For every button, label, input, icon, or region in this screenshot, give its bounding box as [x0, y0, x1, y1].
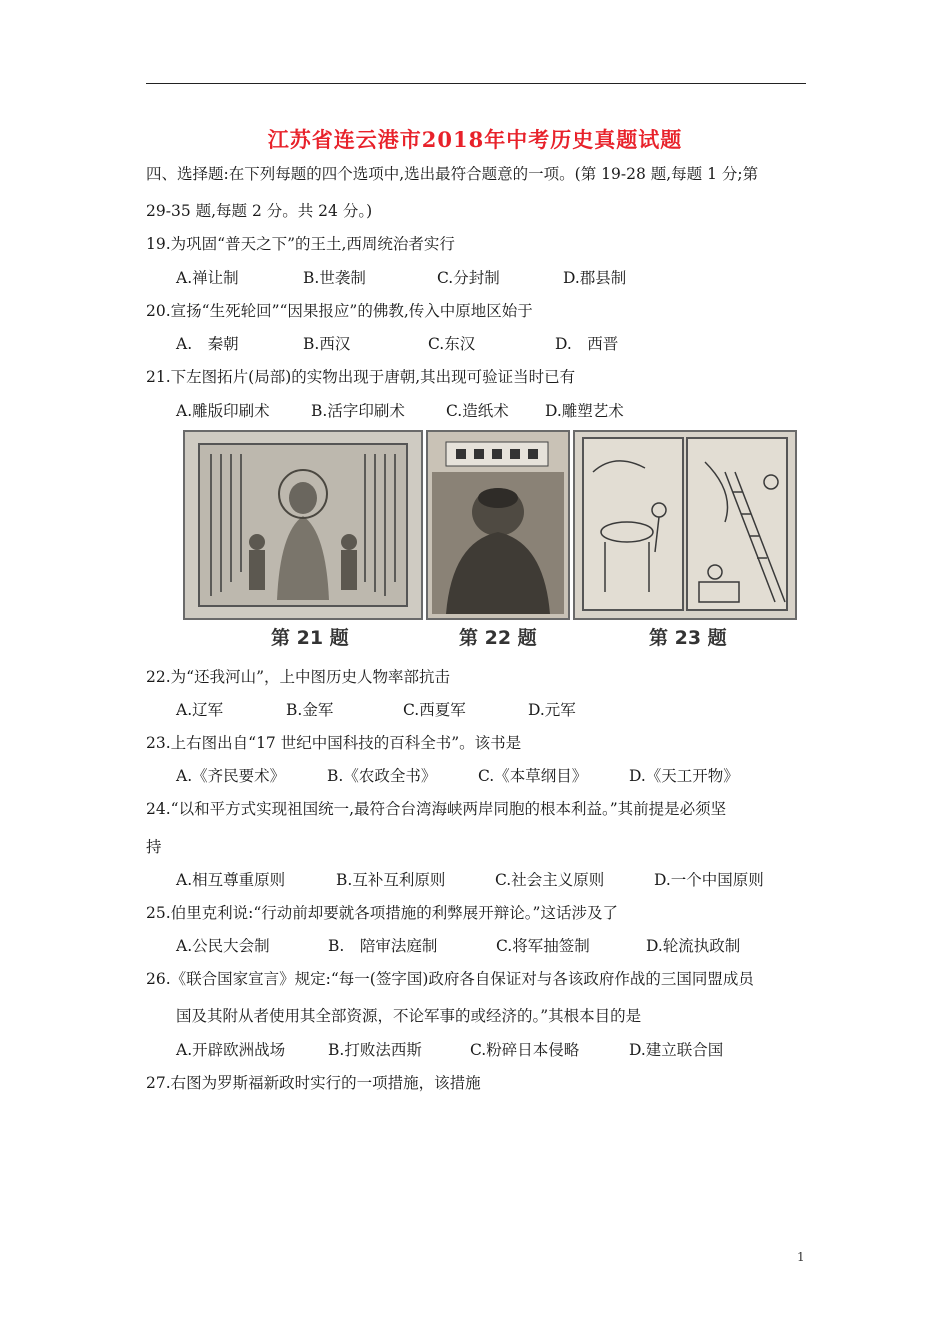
page-number: 1 [797, 1250, 805, 1264]
section-instructions-line1: 四、选择题:在下列每题的四个选项中,选出最符合题意的一项。(第 19-28 题,每题 1 分;第 [146, 165, 759, 183]
question-25-option-a: A.公民大会制 [176, 937, 270, 955]
question-25-option-b: B. 陪审法庭制 [328, 937, 438, 955]
question-20-option-d: D. 西晋 [555, 335, 619, 353]
question-26-option-d: D.建立联合国 [629, 1041, 724, 1059]
question-21-option-b: B.活字印刷术 [311, 402, 405, 420]
question-23-option-b: B.《农政全书》 [327, 767, 437, 785]
figure-panel-q23-illustration [573, 430, 797, 620]
question-19-stem: 19.为巩固“普天之下”的王土,西周统治者实行 [146, 235, 455, 253]
question-21-option-a: A.雕版印刷术 [176, 402, 270, 420]
tiangong-kaiwu-illustration-image [575, 432, 795, 618]
figure-caption-q21: 第 21 题 [271, 627, 349, 649]
question-26-option-b: B.打败法西斯 [328, 1041, 422, 1059]
question-21-stem: 21.下左图拓片(局部)的实物出现于唐朝,其出现可验证当时已有 [146, 368, 576, 386]
question-19-option-c: C.分封制 [437, 269, 500, 287]
header-rule [146, 83, 806, 84]
question-20-option-b: B.西汉 [303, 335, 351, 353]
question-26-option-c: C.粉碎日本侵略 [470, 1041, 580, 1059]
question-24-option-b: B.互补互利原则 [336, 871, 446, 889]
question-25-option-c: C.将军抽签制 [496, 937, 590, 955]
section-instructions-line2: 29-35 题,每题 2 分。共 24 分。) [146, 202, 373, 220]
question-23-option-c: C.《本草纲目》 [478, 767, 588, 785]
buddhist-scripture-print-image [185, 432, 421, 618]
question-23-option-d: D.《天工开物》 [629, 767, 739, 785]
figure-caption-q23: 第 23 题 [649, 627, 727, 649]
question-26-stem-continued: 国及其附从者使用其全部资源，不论军事的或经济的。”其根本目的是 [176, 1007, 642, 1025]
question-21-option-c: C.造纸术 [446, 402, 509, 420]
question-19-option-b: B.世袭制 [303, 269, 366, 287]
question-22-option-a: A.辽军 [176, 701, 224, 719]
question-22-option-c: C.西夏军 [403, 701, 466, 719]
question-26-option-a: A.开辟欧洲战场 [176, 1041, 286, 1059]
figure-question-images [183, 430, 797, 648]
question-24-option-c: C.社会主义原则 [495, 871, 605, 889]
figure-panel-q21-rubbing [183, 430, 423, 620]
question-24-stem: 24.“以和平方式实现祖国统一,最符合台湾海峡两岸同胞的根本利益。”其前提是必须坚 [146, 800, 727, 818]
figure-panel-q22-portrait [426, 430, 570, 620]
question-20-option-c: C.东汉 [428, 335, 476, 353]
question-19-option-d: D.郡县制 [563, 269, 627, 287]
question-24-option-a: A.相互尊重原则 [176, 871, 286, 889]
question-27-stem: 27.右图为罗斯福新政时实行的一项措施，该措施 [146, 1074, 481, 1092]
question-20-stem: 20.宣扬“生死轮回”“因果报应”的佛教,传入中原地区始于 [146, 302, 533, 320]
question-26-stem: 26.《联合国家宣言》规定:“每一(签字国)政府各自保证对与各该政府作战的三国同盟成员 [146, 970, 754, 988]
question-22-option-b: B.金军 [286, 701, 334, 719]
question-23-option-a: A.《齐民要术》 [176, 767, 286, 785]
historical-figure-portrait-image [428, 432, 568, 618]
question-22-option-d: D.元军 [528, 701, 576, 719]
question-21-option-d: D.雕塑艺术 [545, 402, 624, 420]
question-23-stem: 23.上右图出自“17 世纪中国科技的百科全书”。该书是 [146, 734, 522, 752]
question-20-option-a: A. 秦朝 [176, 335, 239, 353]
question-24-stem-continued: 持 [146, 838, 162, 856]
figure-caption-q22: 第 22 题 [459, 627, 537, 649]
question-25-stem: 25.伯里克利说:“行动前却要就各项措施的利弊展开辩论。”这话涉及了 [146, 904, 618, 922]
page-title: 江苏省连云港市2018年中考历史真题试题 [267, 127, 683, 152]
question-22-stem: 22.为“还我河山”，上中图历史人物率部抗击 [146, 668, 450, 686]
question-25-option-d: D.轮流执政制 [646, 937, 741, 955]
question-19-option-a: A.禅让制 [176, 269, 239, 287]
question-24-option-d: D.一个中国原则 [654, 871, 764, 889]
